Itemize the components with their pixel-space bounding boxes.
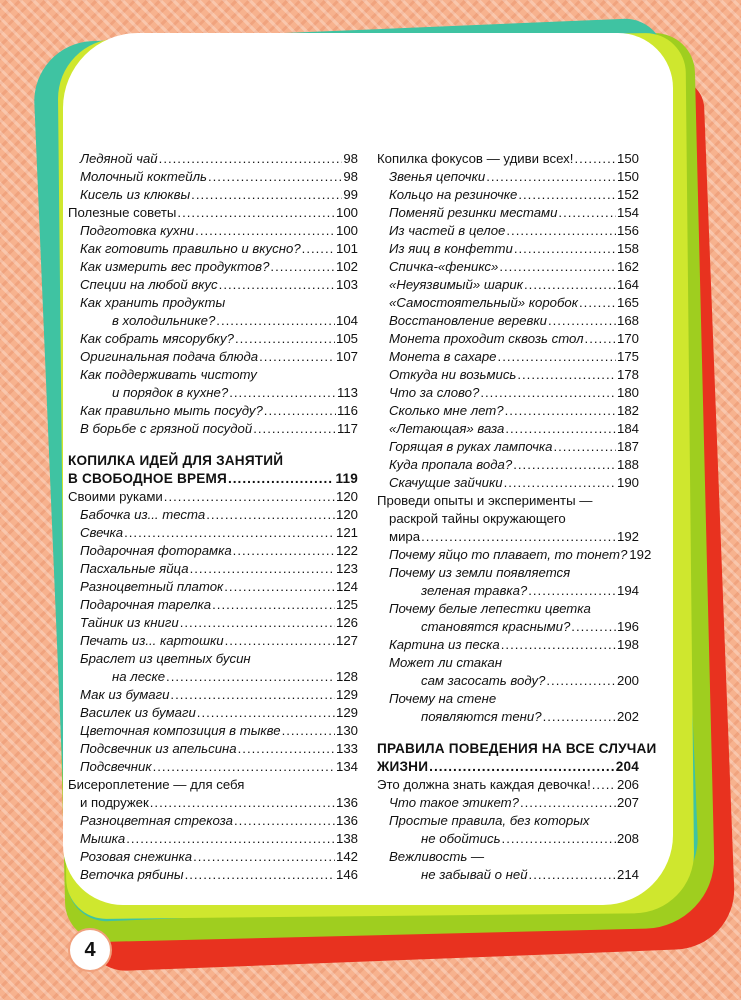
- toc-entry[interactable]: [68, 650, 358, 668]
- toc-page-number: 125: [335, 597, 358, 612]
- toc-leader-dots: [177, 204, 335, 222]
- toc-entry-title: и порядок в кухне?: [112, 385, 229, 400]
- toc-entry[interactable]: [377, 690, 639, 708]
- toc-entry-title: Почему из земли появляется: [389, 565, 571, 580]
- toc-leader-dots: [529, 866, 616, 884]
- toc-entry[interactable]: [377, 348, 639, 366]
- toc-entry-title: Пасхальные яйца: [80, 561, 189, 576]
- toc-entry-title: Почему на стене: [389, 691, 497, 706]
- toc-leader-dots: [164, 488, 335, 506]
- toc-entry[interactable]: [68, 524, 358, 542]
- toc-entry-title: Это должна знать каждая девочка!: [377, 777, 591, 792]
- toc-entry[interactable]: [68, 420, 358, 438]
- toc-entry-title: Как поддерживать чистоту: [80, 367, 257, 382]
- toc-leader-dots: [150, 794, 335, 812]
- toc-entry-title: Бабочка из... теста: [80, 507, 206, 522]
- toc-entry[interactable]: [68, 294, 358, 312]
- toc-page-number: 202: [616, 709, 639, 724]
- toc-leader-dots: [224, 578, 335, 596]
- toc-leader-dots: [270, 258, 335, 276]
- toc-entry-title: Поменяй резинки местами: [389, 205, 558, 220]
- toc-entry-title: Картина из песка: [389, 637, 500, 652]
- toc-leader-dots: [543, 708, 616, 726]
- toc-entry-title: Сколько мне лет?: [389, 403, 504, 418]
- toc-entry-title: на леске: [112, 669, 166, 684]
- toc-page-number: 133: [335, 741, 358, 756]
- toc-leader-dots: [517, 366, 616, 384]
- toc-leader-dots: [190, 560, 335, 578]
- toc-entry-title: Розовая снежинка: [80, 849, 193, 864]
- toc-entry[interactable]: [68, 186, 358, 204]
- toc-leader-dots: [233, 542, 335, 560]
- toc-entry-title: Почему белые лепестки цветка: [389, 601, 591, 616]
- toc-leader-dots: [185, 866, 335, 884]
- toc-entry-title: сам засосать воду?: [421, 673, 546, 688]
- toc-leader-dots: [159, 150, 343, 168]
- toc-page-number: 136: [335, 795, 358, 810]
- toc-entry-title: Спичка-«феникс»: [389, 259, 499, 274]
- toc-page-number: 119: [335, 471, 358, 486]
- toc-entry-title: Как правильно мыть посуду?: [80, 403, 263, 418]
- toc-entry[interactable]: [377, 366, 639, 384]
- toc-leader-dots: [528, 582, 616, 600]
- toc-page-number: 196: [616, 619, 639, 634]
- toc-page-number: 129: [335, 687, 358, 702]
- toc-leader-dots: [504, 474, 616, 492]
- toc-entry-title: В борьбе с грязной посудой: [80, 421, 253, 436]
- toc-leader-dots: [553, 438, 616, 456]
- toc-page-number: 120: [335, 507, 358, 522]
- toc-entry[interactable]: [377, 830, 639, 848]
- toc-entry-title: Кисель из клюквы: [80, 187, 191, 202]
- toc-entry[interactable]: [68, 578, 358, 596]
- toc-entry-title: не забывай о ней: [421, 867, 528, 882]
- toc-entry-title: Скачущие зайчики: [389, 475, 503, 490]
- toc-page-number: 142: [335, 849, 358, 864]
- toc-entry[interactable]: [377, 294, 639, 312]
- toc-page-number: 165: [616, 295, 639, 310]
- toc-page-number: 175: [616, 349, 639, 364]
- toc-entry-title: Кольцо на резиночке: [389, 187, 518, 202]
- toc-leader-dots: [498, 348, 616, 366]
- toc-entry[interactable]: [377, 582, 639, 600]
- toc-entry-title: В СВОБОДНОЕ ВРЕМЯ: [68, 471, 227, 486]
- toc-page-number: 107: [335, 349, 358, 364]
- toc-entry-title: ЖИЗНИ: [377, 759, 429, 774]
- toc-page-number: 138: [335, 831, 358, 846]
- toc-leader-dots: [506, 222, 616, 240]
- toc-entry[interactable]: [377, 848, 639, 866]
- toc-leader-dots: [153, 758, 335, 776]
- toc-entry[interactable]: [68, 866, 358, 884]
- toc-entry[interactable]: [68, 258, 358, 276]
- toc-entry-title: Браслет из цветных бусин: [80, 651, 251, 666]
- toc-section-heading[interactable]: [68, 470, 358, 488]
- toc-entry-title: Что за слово?: [389, 385, 480, 400]
- toc-page-number: 121: [335, 525, 358, 540]
- toc-page-number: 184: [616, 421, 639, 436]
- toc-leader-dots: [548, 312, 616, 330]
- toc-leader-dots: [234, 812, 335, 830]
- toc-entry[interactable]: [377, 168, 639, 186]
- toc-entry[interactable]: [68, 366, 358, 384]
- toc-page-number: 204: [615, 759, 639, 774]
- toc-page-number: 103: [335, 277, 358, 292]
- toc-leader-dots: [282, 722, 335, 740]
- toc-page-number: 192: [616, 529, 639, 544]
- toc-page-number: 136: [335, 813, 358, 828]
- toc-entry[interactable]: [377, 438, 639, 456]
- toc-entry[interactable]: [377, 528, 639, 546]
- toc-page-number: 130: [335, 723, 358, 738]
- toc-page-number: 134: [335, 759, 358, 774]
- toc-leader-dots: [592, 776, 616, 794]
- toc-entry[interactable]: [377, 776, 639, 794]
- toc-entry-title: КОПИЛКА ИДЕЙ ДЛЯ ЗАНЯТИЙ: [68, 453, 284, 468]
- toc-leader-dots: [219, 276, 335, 294]
- toc-page-number: 100: [335, 223, 358, 238]
- toc-entry-title: раскрой тайны окружающего: [389, 511, 566, 526]
- toc-entry-title: Печать из... картошки: [80, 633, 224, 648]
- toc-page-number: 124: [335, 579, 358, 594]
- toc-entry[interactable]: [68, 168, 358, 186]
- toc-page-number: 146: [335, 867, 358, 882]
- toc-entry[interactable]: [68, 776, 358, 794]
- toc-entry[interactable]: [68, 722, 358, 740]
- toc-leader-dots: [206, 506, 335, 524]
- toc-entry-title: Как собрать мясорубку?: [80, 331, 234, 346]
- toc-page-number: 168: [616, 313, 639, 328]
- toc-entry[interactable]: [68, 686, 358, 704]
- toc-entry-title: Может ли стакан: [389, 655, 502, 670]
- toc-entry[interactable]: [377, 420, 639, 438]
- toc-entry[interactable]: [68, 150, 358, 168]
- toc-entry[interactable]: [377, 794, 639, 812]
- toc-leader-dots: [216, 312, 335, 330]
- toc-page-number: 158: [616, 241, 639, 256]
- toc-leader-dots: [505, 402, 616, 420]
- toc-entry[interactable]: [377, 546, 652, 564]
- toc-entry-title: Мак из бумаги: [80, 687, 170, 702]
- toc-leader-dots: [429, 758, 615, 776]
- toc-page-number: 200: [616, 673, 639, 688]
- toc-entry[interactable]: [68, 222, 358, 240]
- toc-entry[interactable]: [377, 474, 639, 492]
- toc-entry-title: Своими руками: [68, 489, 163, 504]
- toc-entry-title: Бисероплетение — для себя: [68, 777, 245, 792]
- toc-entry-title: Почему яйцо то плавает, то тонет?: [389, 547, 628, 562]
- toc-entry[interactable]: [377, 240, 639, 258]
- toc-page-number: 120: [335, 489, 358, 504]
- toc-entry[interactable]: [68, 560, 358, 578]
- toc-entry-title: Проведи опыты и эксперименты —: [377, 493, 593, 508]
- toc-page-number: 180: [616, 385, 639, 400]
- toc-entry-title: Куда пропала вода?: [389, 457, 513, 472]
- toc-entry[interactable]: [68, 614, 358, 632]
- toc-page-number: 152: [616, 187, 639, 202]
- toc-entry[interactable]: [377, 618, 639, 636]
- toc-section-heading[interactable]: [68, 452, 358, 470]
- toc-entry-title: Веточка рябины: [80, 867, 184, 882]
- toc-page-number: 162: [616, 259, 639, 274]
- toc-entry[interactable]: [377, 402, 639, 420]
- toc-page-number: 214: [616, 867, 639, 882]
- toc-leader-dots: [191, 186, 342, 204]
- toc-leader-dots: [502, 830, 616, 848]
- toc-leader-dots: [514, 240, 616, 258]
- toc-leader-dots: [585, 330, 616, 348]
- toc-entry-title: Ледяной чай: [80, 151, 158, 166]
- toc-entry-title: «Неуязвимый» шарик: [389, 277, 523, 292]
- toc-section-heading[interactable]: [377, 758, 639, 776]
- toc-entry[interactable]: [377, 384, 639, 402]
- toc-page-number: 198: [616, 637, 639, 652]
- toc-leader-dots: [505, 420, 616, 438]
- toc-page-number: 182: [616, 403, 639, 418]
- toc-entry-title: Откуда ни возьмись: [389, 367, 517, 382]
- toc-entry-title: Из частей в целое: [389, 223, 506, 238]
- toc-entry[interactable]: [68, 740, 358, 758]
- toc-entry[interactable]: [377, 866, 639, 884]
- toc-page-number: 101: [335, 241, 358, 256]
- toc-page-number: 208: [616, 831, 639, 846]
- toc-entry[interactable]: [68, 758, 358, 776]
- toc-entry[interactable]: [68, 312, 358, 330]
- toc-leader-dots: [253, 420, 336, 438]
- toc-page-number: 156: [616, 223, 639, 238]
- toc-entry-title: Копилка фокусов — удиви всех!: [377, 151, 574, 166]
- toc-entry-title: Из яиц в конфетти: [389, 241, 513, 256]
- toc-page-number: 98: [343, 151, 358, 166]
- toc-leader-dots: [558, 204, 616, 222]
- toc-left-column: [68, 150, 358, 884]
- toc-entry[interactable]: [377, 672, 639, 690]
- toc-page-number: 123: [335, 561, 358, 576]
- toc-entry-title: Цветочная композиция в тыкве: [80, 723, 281, 738]
- toc-entry-title: Подсвечник из апельсина: [80, 741, 237, 756]
- toc-leader-dots: [264, 402, 336, 420]
- toc-entry-title: Тайник из книги: [80, 615, 179, 630]
- toc-entry-title: в холодильнике?: [112, 313, 216, 328]
- toc-entry[interactable]: [377, 654, 639, 672]
- toc-leader-dots: [225, 632, 335, 650]
- toc-page-number: 190: [616, 475, 639, 490]
- toc-entry-title: Восстановление веревки: [389, 313, 547, 328]
- toc-entry[interactable]: [377, 600, 639, 618]
- toc-page-number: 164: [616, 277, 639, 292]
- toc-page-number: 207: [616, 795, 639, 810]
- toc-page-number: 150: [616, 169, 639, 184]
- toc-page-number: 154: [616, 205, 639, 220]
- toc-leader-dots: [480, 384, 616, 402]
- toc-leader-dots: [170, 686, 335, 704]
- toc-entry-title: «Самостоятельный» коробок: [389, 295, 578, 310]
- toc-entry-title: Монета проходит сквозь стол: [389, 331, 584, 346]
- toc-entry[interactable]: [377, 492, 639, 510]
- toc-leader-dots: [571, 618, 616, 636]
- toc-entry[interactable]: [68, 668, 358, 686]
- toc-leader-dots: [228, 470, 334, 488]
- toc-entry-title: Подготовка кухни: [80, 223, 195, 238]
- toc-leader-dots: [180, 614, 335, 632]
- toc-page-number: 116: [336, 403, 358, 418]
- toc-leader-dots: [579, 294, 616, 312]
- toc-page-number: 113: [336, 385, 358, 400]
- toc-entry[interactable]: [68, 812, 358, 830]
- toc-entry-title: Звенья цепочки: [389, 169, 486, 184]
- toc-entry[interactable]: [377, 330, 639, 348]
- toc-entry[interactable]: [377, 150, 639, 168]
- toc-page-number: 105: [335, 331, 358, 346]
- toc-leader-dots: [499, 258, 616, 276]
- toc-right-column: [377, 150, 657, 884]
- toc-page-number: 117: [336, 421, 358, 436]
- toc-entry-title: не обойтись: [421, 831, 501, 846]
- toc-leader-dots: [546, 672, 616, 690]
- toc-entry-title: ПРАВИЛА ПОВЕДЕНИЯ НА ВСЕ СЛУЧАИ: [377, 741, 657, 756]
- toc-page-number: 129: [335, 705, 358, 720]
- toc-leader-dots: [229, 384, 336, 402]
- toc-entry-title: Как хранить продукты: [80, 295, 226, 310]
- toc-page-number: 187: [616, 439, 639, 454]
- toc-entry-title: становятся красными?: [421, 619, 571, 634]
- toc-page-number: 170: [616, 331, 639, 346]
- toc-entry[interactable]: [68, 848, 358, 866]
- toc-entry[interactable]: [68, 276, 358, 294]
- toc-entry-title: Разноцветный платок: [80, 579, 224, 594]
- section-gap: [377, 726, 639, 740]
- toc-entry[interactable]: [68, 330, 358, 348]
- toc-leader-dots: [520, 794, 616, 812]
- toc-leader-dots: [166, 668, 335, 686]
- toc-entry[interactable]: [68, 204, 358, 222]
- toc-page-number: 150: [616, 151, 639, 166]
- toc-leader-dots: [524, 276, 616, 294]
- toc-entry[interactable]: [377, 564, 639, 582]
- toc-entry-title: Разноцветная стрекоза: [80, 813, 233, 828]
- toc-leader-dots: [235, 330, 335, 348]
- toc-leader-dots: [513, 456, 616, 474]
- toc-page-number: 188: [616, 457, 639, 472]
- toc-leader-dots: [197, 704, 335, 722]
- toc-entry[interactable]: [68, 402, 358, 420]
- toc-entry-title: и подружек: [80, 795, 149, 810]
- toc-leader-dots: [574, 150, 616, 168]
- toc-entry-title: мира: [389, 529, 421, 544]
- toc-entry-title: Подарочная фоторамка: [80, 543, 232, 558]
- toc-leader-dots: [421, 528, 616, 546]
- toc-entry[interactable]: [377, 636, 639, 654]
- toc-entry-title: Подарочная тарелка: [80, 597, 212, 612]
- toc-entry-title: Простые правила, без которых: [389, 813, 590, 828]
- toc-leader-dots: [259, 348, 335, 366]
- toc-leader-dots: [126, 830, 335, 848]
- toc-page-number: 128: [335, 669, 358, 684]
- toc-entry[interactable]: [68, 506, 358, 524]
- toc-entry-title: Специи на любой вкус: [80, 277, 218, 292]
- toc-entry-title: Горящая в руках лампочка: [389, 439, 553, 454]
- toc-entry-title: «Летающая» ваза: [389, 421, 505, 436]
- toc-entry[interactable]: [377, 222, 639, 240]
- toc-page-number: 104: [335, 313, 358, 328]
- toc-entry[interactable]: [377, 186, 639, 204]
- toc-leader-dots: [208, 168, 342, 186]
- section-gap: [68, 438, 358, 452]
- toc-entry-title: Свечка: [80, 525, 124, 540]
- toc-entry[interactable]: [68, 632, 358, 650]
- toc-leader-dots: [501, 636, 616, 654]
- toc-page-number: 98: [343, 169, 358, 184]
- toc-page-number: 122: [335, 543, 358, 558]
- toc-entry[interactable]: [377, 812, 639, 830]
- toc-entry[interactable]: [377, 708, 639, 726]
- toc-entry[interactable]: [68, 542, 358, 560]
- toc-page-number: 178: [616, 367, 639, 382]
- toc-entry-title: Оригинальная подача блюда: [80, 349, 259, 364]
- toc-entry[interactable]: [68, 794, 358, 812]
- toc-leader-dots: [124, 524, 335, 542]
- toc-entry-title: Подсвечник: [80, 759, 152, 774]
- toc-entry[interactable]: [377, 510, 639, 528]
- toc-page-number: 206: [616, 777, 639, 792]
- toc-entry[interactable]: [377, 204, 639, 222]
- toc-page-number: 192: [629, 547, 652, 562]
- toc-entry-title: Как готовить правильно и вкусно?: [80, 241, 301, 256]
- toc-leader-dots: [302, 240, 335, 258]
- toc-entry-title: Молочный коктейль: [80, 169, 207, 184]
- toc-leader-dots: [195, 222, 335, 240]
- toc-entry[interactable]: [377, 312, 639, 330]
- toc-entry-title: Вежливость —: [389, 849, 485, 864]
- toc-entry[interactable]: [68, 704, 358, 722]
- toc-entry[interactable]: [377, 276, 639, 294]
- toc-entry-title: появляются тени?: [421, 709, 542, 724]
- page-number: 4: [68, 928, 112, 972]
- toc-page-number: 127: [335, 633, 358, 648]
- toc-entry[interactable]: [68, 384, 358, 402]
- toc-entry[interactable]: [68, 830, 358, 848]
- toc-entry[interactable]: [68, 348, 358, 366]
- toc-leader-dots: [212, 596, 335, 614]
- toc-leader-dots: [193, 848, 335, 866]
- toc-entry[interactable]: [68, 488, 358, 506]
- toc-entry-title: зеленая травка?: [421, 583, 528, 598]
- toc-page-number: 100: [335, 205, 358, 220]
- toc-entry-title: Как измерить вес продуктов?: [80, 259, 270, 274]
- toc-entry-title: Что такое этикет?: [389, 795, 519, 810]
- toc-page-number: 102: [335, 259, 358, 274]
- toc-leader-dots: [238, 740, 335, 758]
- toc-entry-title: Монета в сахаре: [389, 349, 497, 364]
- toc-entry[interactable]: [377, 258, 639, 276]
- toc-page-number: 194: [616, 583, 639, 598]
- toc-leader-dots: [486, 168, 616, 186]
- toc-section-heading[interactable]: [377, 740, 657, 758]
- toc-entry[interactable]: [68, 596, 358, 614]
- toc-entry-title: Василек из бумаги: [80, 705, 196, 720]
- toc-entry-title: Полезные советы: [68, 205, 177, 220]
- toc-entry[interactable]: [377, 456, 639, 474]
- toc-leader-dots: [518, 186, 616, 204]
- toc-page-number: 99: [343, 187, 358, 202]
- toc-page-number: 126: [335, 615, 358, 630]
- toc-entry-title: Мышка: [80, 831, 126, 846]
- toc-entry[interactable]: [68, 240, 358, 258]
